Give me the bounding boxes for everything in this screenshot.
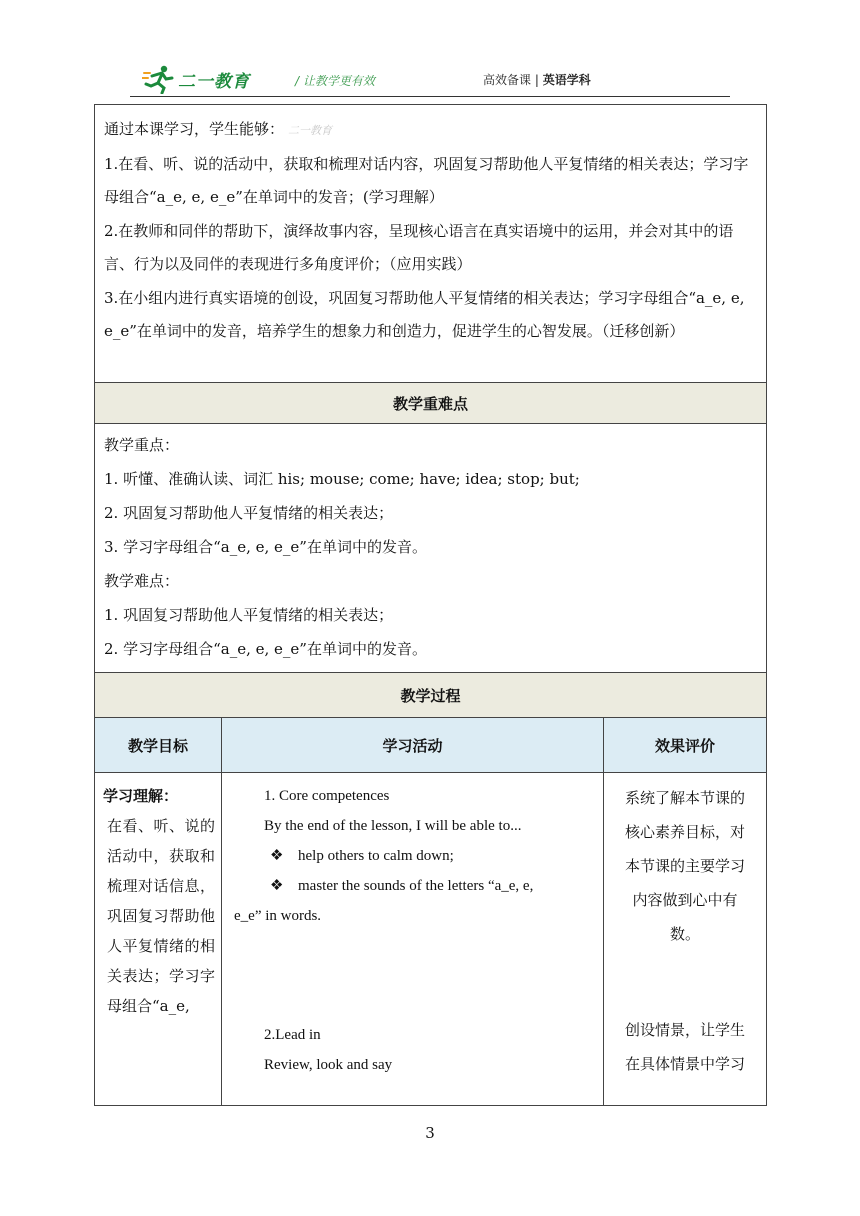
activity-bullet: ❖ master the sounds of the letters “a_e, e, xyxy=(234,871,593,901)
objective-item: 3.在小组内进行真实语境的创设，巩固复习帮助他人平复情绪的相关表达；学习字母组合“a_e, e, e_e”在单词中的发音，培养学生的想象力和创造力，促进学生的心智发展。（迁移创新） xyxy=(104,288,745,340)
evaluation-line: 内容做到心中有 xyxy=(632,891,738,909)
logo xyxy=(142,64,250,94)
activity-step-title: 1. Core competences xyxy=(264,788,390,804)
key-points-row xyxy=(95,424,767,673)
diamond-bullet-icon: ❖ xyxy=(270,848,284,864)
logo-text: 二一教育 xyxy=(178,71,250,92)
column-header-goal: 教学目标 xyxy=(95,718,222,773)
key-points-heading-row xyxy=(95,383,767,424)
key-points-cell xyxy=(95,424,767,673)
evaluation-line: 数。 xyxy=(669,925,700,943)
focus-item: 2. 巩固复习帮助他人平复情绪的相关表达； xyxy=(104,504,394,522)
activity-cell xyxy=(222,773,604,1106)
runner-logo-icon xyxy=(142,64,176,94)
objective-item: 2.在教师和同伴的帮助下，演绎故事内容，呈现核心语言在真实语境中的运用，并会对其中的语言、行为以及同伴的表现进行多角度评价；（应用实践） xyxy=(104,221,734,273)
page-number: 3 xyxy=(425,1124,435,1142)
process-heading-row xyxy=(95,673,767,718)
page-header xyxy=(130,60,730,100)
difficulty-item: 1. 巩固复习帮助他人平复情绪的相关表达； xyxy=(104,606,394,624)
key-points-heading: 教学重难点 xyxy=(95,383,767,424)
objective-item: 1.在看、听、说的活动中，获取和梳理对话内容，巩固复习帮助他人平复情绪的相关表达；学习字母组合“a_e, e, e_e”在单词中的发音；(学习理解） xyxy=(104,154,749,206)
column-header-activity: 学习活动 xyxy=(222,718,604,773)
goal-body: 在看、听、说的活动中，获取和梳理对话信息，巩固复习帮助他人平复情绪的相关表达；学习字母组合“a_e, xyxy=(107,817,215,1015)
process-column-headers xyxy=(95,718,767,773)
evaluation-line: 本节课的主要学习 xyxy=(624,857,745,875)
difficulty-label: 教学难点： xyxy=(104,572,180,590)
objectives-cell xyxy=(95,105,767,383)
goal-title: 学习理解： xyxy=(103,787,179,805)
evaluation-line: 在具体情景中学习 xyxy=(624,1055,745,1073)
activity-bullet: ❖ help others to calm down; xyxy=(234,841,593,871)
evaluation-line: 核心素养目标，对 xyxy=(624,823,745,841)
subject-prefix: 高效备课 | xyxy=(483,73,543,87)
diamond-bullet-icon: ❖ xyxy=(270,878,284,894)
process-heading: 教学过程 xyxy=(95,673,767,718)
lesson-plan-table xyxy=(94,104,767,1106)
activity-step-intro: By the end of the lesson, I will be able to... xyxy=(264,818,522,834)
activity-step-title: 2.Lead in xyxy=(264,1027,321,1043)
focus-item: 1. 听懂、准确认读、词汇 his; mouse; come; have; idea; stop; but; xyxy=(104,470,580,488)
difficulty-item: 2. 学习字母组合“a_e, e, e_e”在单词中的发音。 xyxy=(104,640,427,658)
objectives-intro: 通过本课学习，学生能够： 二一教育 xyxy=(104,113,758,148)
process-row xyxy=(95,773,767,1106)
activity-bullet-continuation: e_e” in words. xyxy=(234,908,322,924)
subject-label xyxy=(483,71,591,88)
activity-step-intro: Review, look and say xyxy=(264,1057,393,1073)
evaluation-cell xyxy=(604,773,767,1106)
objectives-row xyxy=(95,105,767,383)
subject-name: 英语学科 xyxy=(542,73,591,87)
goal-cell xyxy=(95,773,222,1106)
evaluation-line: 系统了解本节课的 xyxy=(624,789,745,807)
header-divider xyxy=(130,96,730,97)
focus-label: 教学重点： xyxy=(104,436,180,454)
slogan: / 让教学更有效 xyxy=(295,74,375,88)
column-header-evaluation: 效果评价 xyxy=(604,718,767,773)
focus-item: 3. 学习字母组合“a_e, e, e_e”在单词中的发音。 xyxy=(104,538,427,556)
watermark: 二一教育 xyxy=(288,124,333,137)
evaluation-line: 创设情景，让学生 xyxy=(624,1021,745,1039)
